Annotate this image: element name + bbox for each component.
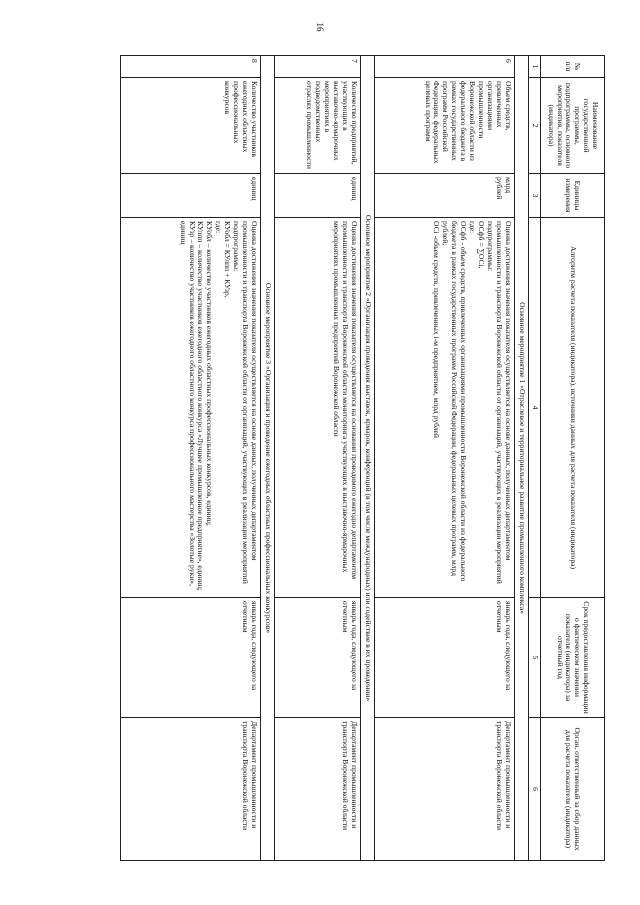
column-number: 4	[529, 218, 541, 598]
algorithm-formula: КУобл = КУлпп + КУзр,	[223, 221, 233, 298]
column-number: 5	[529, 598, 541, 718]
algorithm-line: где:	[214, 221, 224, 234]
algorithm-line: Оценка достижения значения показателя осуществляется на основе данных, полученных департаментом промышленности и транспорта Воронежской области от организаций, участвующих в реализации мероприятий подпрограммы:	[486, 221, 514, 584]
indicator-deadline: январь года, следующего за отчетным	[275, 598, 361, 718]
indicator-unit: единиц	[275, 174, 361, 218]
algorithm-line: ОСфб - объем средств, привлеченных организациями промышленности Воронежской области из федерального бюджета в рамках государственных программ Российской Федерации, федеральных целевых программ, млрд рублей;	[441, 221, 469, 582]
section-title: Основное мероприятие 2 «Организация проведения выставок, ярмарок, конференций (в том числе международных) или содействие в их проведении»	[361, 56, 375, 861]
table-row	[121, 56, 261, 861]
algorithm-formula: ОСфб = ∑ОСi,	[477, 221, 487, 269]
indicator-name: Количество предприятий, участвующих в выставочно-ярмарочных мероприятиях в подведомственных отраслях промышленности	[275, 78, 361, 174]
section-title-row	[515, 56, 529, 861]
table-row	[375, 56, 515, 861]
row-number: 8	[121, 56, 261, 78]
section-title-row	[261, 56, 275, 861]
column-number: 3	[529, 174, 541, 218]
indicator-deadline: январь года, следующего за отчетным	[375, 598, 515, 718]
table-row	[275, 56, 361, 861]
row-number: 6	[375, 56, 515, 78]
row-number: 7	[275, 56, 361, 78]
indicator-responsible: Департамент промышленности и транспорта Воронежской области	[275, 718, 361, 861]
indicator-algorithm	[375, 218, 515, 598]
header-algorithm: Алгоритм расчета показателя (индикатора), источники данных для расчета показателя (индикатора)	[541, 218, 605, 598]
algorithm-line: где:	[468, 221, 478, 234]
section-title-row	[361, 56, 375, 861]
indicator-deadline: январь года, следующего за отчетным	[121, 598, 261, 718]
section-title: Основное мероприятие 1 «Отраслевое и территориальное развитие промышленного комплекса»	[515, 56, 529, 861]
column-number-row	[529, 56, 541, 861]
indicator-responsible: Департамент промышленности и транспорта Воронежской области	[375, 718, 515, 861]
page-number: 16	[315, 22, 325, 32]
header-responsible: Орган, ответственный за сбор данных для расчета показателя (индикатора)	[541, 718, 605, 861]
column-number: 6	[529, 718, 541, 861]
indicators-table	[120, 55, 605, 861]
indicator-responsible: Департамент промышленности и транспорта Воронежской области	[121, 718, 261, 861]
section-title: Основное мероприятие 3 «Организация и проведение ежегодных областных профессиональных конкурсов»	[261, 56, 275, 861]
indicator-name: Объем средств, привлеченных организациями промышленности Воронежской области из федерального бюджета в рамках государственных программ Российской Федерации, федеральных целевых программ	[375, 78, 515, 174]
header-num: № п/п	[541, 56, 605, 78]
header-name: Наименование государственной программы, подпрограммы, основного мероприятия, показателя (индикатора)	[541, 78, 605, 174]
algorithm-line: КУзр – количество участников ежегодного областного конкурса профессионального мастерства «Золотые руки», единиц	[178, 221, 197, 586]
rotated-table-sheet	[67, 55, 605, 860]
indicator-unit: единиц	[121, 174, 261, 218]
header-unit: Единицы измерения	[541, 174, 605, 218]
header-deadline: Срок предоставления информации о фактическом значении показателя (индикатора) за отчетный год	[541, 598, 605, 718]
algorithm-line: Оценка достижения значения показателя осуществляется на основе данных, полученных департаментом промышленности и транспорта Воронежской области от организаций, участвующих в реализации мероприятий подпрограммы:	[232, 221, 260, 584]
indicator-algorithm	[121, 218, 261, 598]
algorithm-line: КУлпп – количество участников ежегодного областного конкурса «Лучшее промышленное предприятие», единиц;	[196, 221, 206, 591]
algorithm-line: ОСi -объем средств, привлеченных i-м предприятием, млрд рублей	[432, 221, 442, 438]
header-row	[541, 56, 605, 861]
column-number: 1	[529, 56, 541, 78]
algorithm-line: Оценка достижения значения показателя осуществляется на основании проводимого ежегодно департаментом промышленности и транспорта Воронежской области мониторинга участвующих в выставочно-ярмарочных мероприятиях промышленных предприятий Воронежской области	[332, 221, 360, 580]
indicator-unit: млрд рублей	[375, 174, 515, 218]
column-number: 2	[529, 78, 541, 174]
indicator-algorithm	[275, 218, 361, 598]
indicator-name: Количество участников ежегодных областных профессиональных конкурсов	[121, 78, 261, 174]
algorithm-line: КУобл – количество участников ежегодных областных профессиональных конкурсов, единиц;	[205, 221, 215, 526]
